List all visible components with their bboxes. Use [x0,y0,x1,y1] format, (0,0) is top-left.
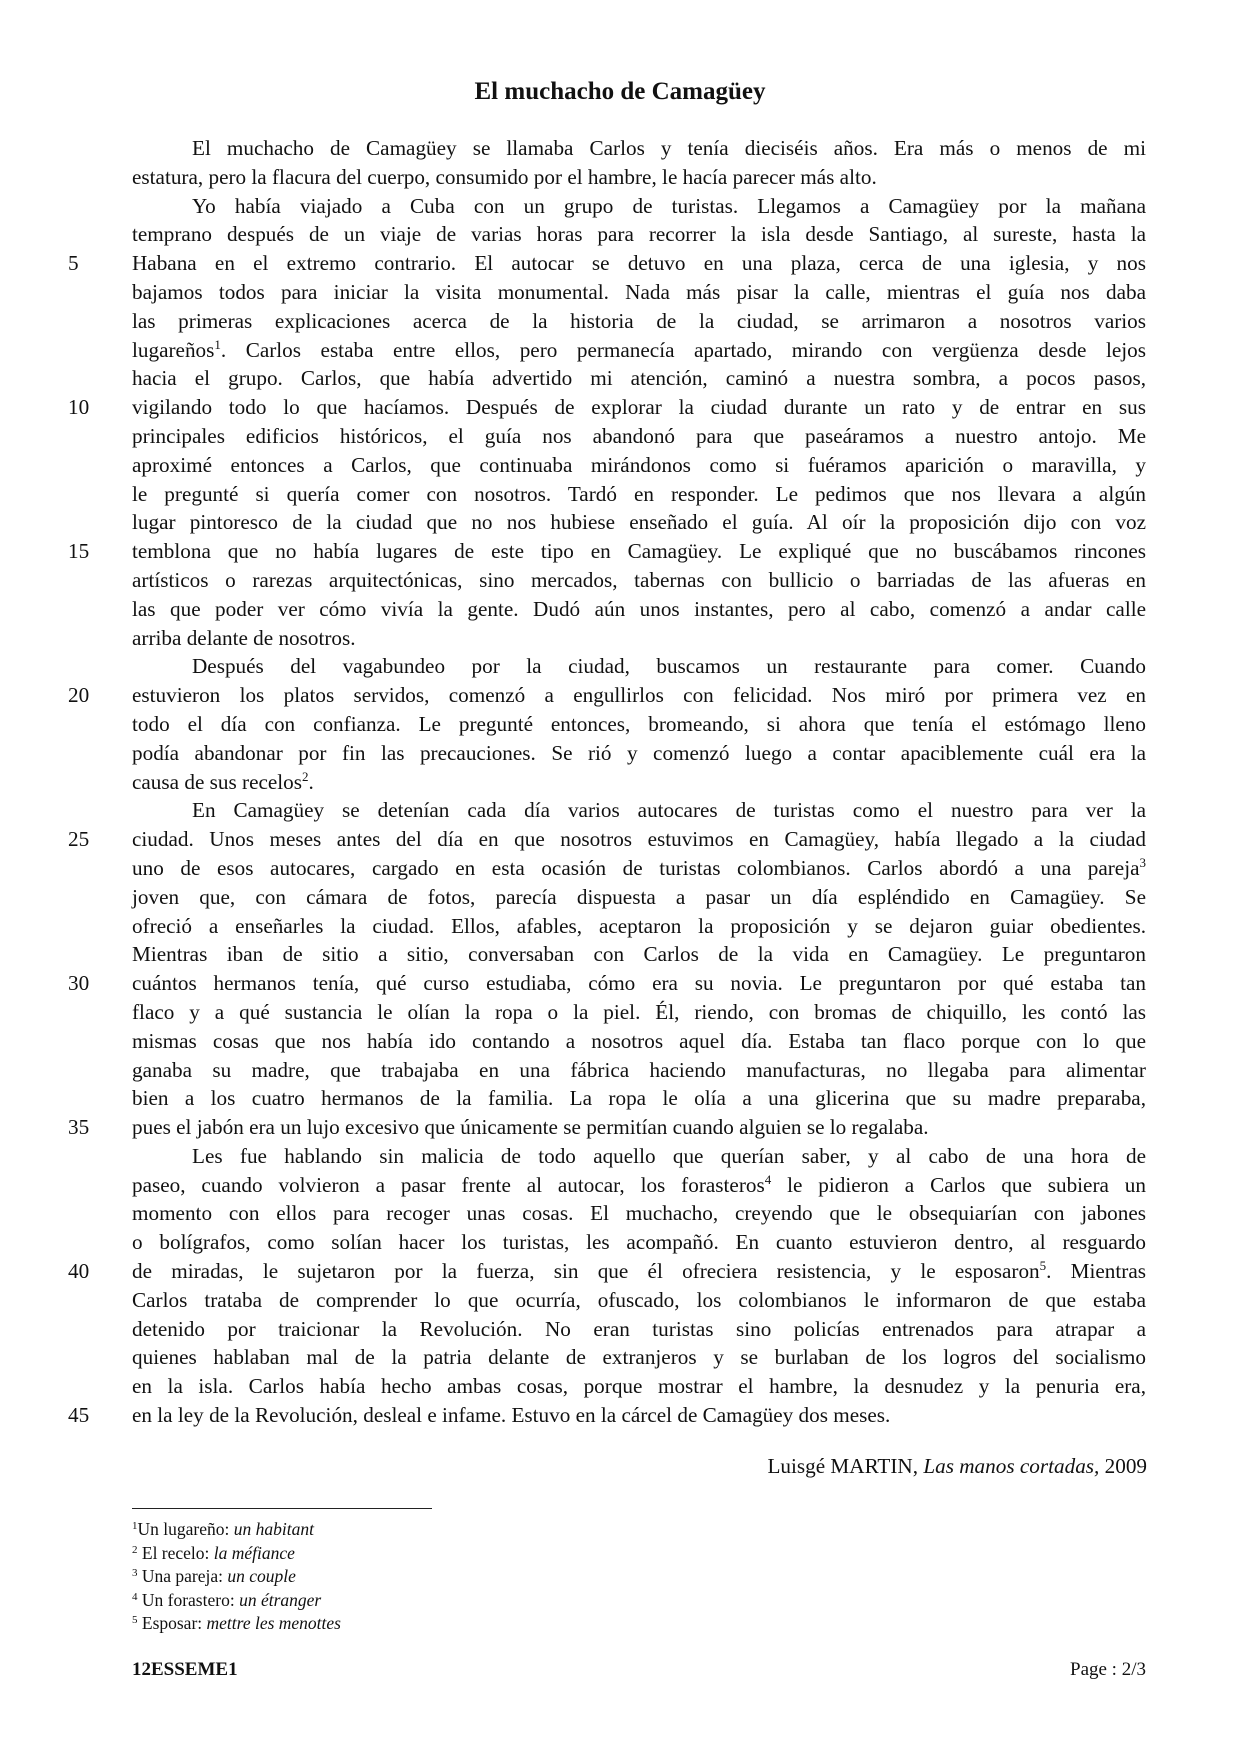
text-line [68,1401,1146,1430]
footnote-translation: la méfiance [213,1542,295,1563]
text-segment: Mientras iban de sitio a sitio, conversaban con Carlos de la vida en Camagüey. Le preguntaron [132,942,1146,967]
text-line [132,1372,1146,1401]
text-line [132,883,1146,912]
footnote-term: Una pareja: [137,1566,228,1587]
footnotes [132,1518,341,1636]
text-line [68,1113,1146,1142]
text-segment: vigilando todo lo que hacíamos. Después de explorar la ciudad durante un rato y de entrar en sus [132,395,1146,420]
line-number: 40 [68,1259,90,1284]
footnote-number: 1 [132,1520,138,1532]
text-segment: . [308,769,314,794]
attribution-author: Luisgé MARTIN, [767,1454,924,1478]
page-number: Page : 2/3 [1070,1659,1146,1680]
text-line [132,336,1146,365]
text-line [132,1027,1146,1056]
footnote-translation: un couple [227,1566,296,1587]
text-segment: causa de sus recelos [132,769,303,794]
text-segment: las que poder ver cómo vivía la gente. Dudó aún unos instantes, pero al cabo, comenzó a andar calle [132,596,1146,621]
footnote-number: 4 [132,1590,138,1603]
text-line [68,537,1146,566]
text-segment: pues el jabón era un lujo excesivo que únicamente se permitían cuando alguien se lo regalaba. [132,1115,929,1140]
text-segment: podía abandonar por fin las precauciones. Se rió y comenzó luego a contar apaciblemente cuál era la [132,740,1146,765]
text-segment: Carlos trataba de comprender lo que ocurría, ofuscado, los colombianos le informaron de que estaba [132,1287,1146,1312]
text-segment: quienes hablaban mal de la patria delante de extranjeros y se burlaban de los logros del socialismo [132,1345,1146,1370]
text-line [132,652,1146,681]
text-segment: ganaba su madre, que trabajaba en una fábrica haciendo manufacturas, no llegaba para alimentar [132,1057,1146,1082]
text-line [68,393,1146,422]
footnote-term: Esposar: [137,1613,207,1634]
footnote-term: Un forastero: [137,1589,240,1610]
text-line [132,624,1146,653]
line-number: 30 [68,971,90,996]
text-segment: estuvieron los platos servidos, comenzó a engullirlos con felicidad. Nos miró por primera vez en [132,683,1146,708]
text-line [132,163,1146,192]
text-line [132,1286,1146,1315]
footnote-translation: mettre les menottes [206,1613,341,1634]
attribution [767,1454,1147,1479]
text-segment: las primeras explicaciones acerca de la historia de la ciudad, se arrimaron a nosotros varios [132,308,1146,333]
text-line [68,249,1146,278]
text-segment: lugar pintoresco de la ciudad que no nos hubiese enseñado el guía. Al oír la proposición dijo con voz [132,510,1146,535]
text-segment: Yo había viajado a Cuba con un grupo de turistas. Llegamos a Camagüey por la mañana [192,193,1146,218]
line-number: 10 [68,395,90,420]
text-segment: temprano después de un viaje de varias horas para recorrer la isla desde Santiago, al sureste, hasta la [132,222,1146,247]
text-line [132,1142,1146,1171]
footnote-number: 5 [132,1614,138,1627]
line-number: 15 [68,539,90,564]
text-segment: momento con ellos para recoger unas cosas. El muchacho, creyendo que le obsequiarían con jabones [132,1201,1146,1226]
footnote [132,1565,341,1589]
text-line [132,1084,1146,1113]
line-number: 20 [68,683,90,708]
text-segment: de miradas, le sujetaron por la fuerza, sin que él ofreciera resistencia, y le esposaron [132,1259,1040,1284]
line-number: 35 [68,1115,90,1140]
footnote-term: Un lugareño: [137,1519,234,1539]
exam-code: 12ESSEME1 [132,1659,238,1680]
text-line [68,825,1146,854]
text-line [132,566,1146,595]
text-line [132,508,1146,537]
text-line [132,364,1146,393]
text-segment: Habana en el extremo contrario. El autocar se detuvo en una plaza, cerca de una iglesia, y nos [132,251,1146,276]
text-segment: todo el día con confianza. Le pregunté entonces, bromeando, si ahora que tenía el estómago lleno [132,711,1146,736]
footnote-translation: un habitant [233,1519,314,1539]
text-segment: bajamos todos para iniciar la visita monumental. Nada más pisar la calle, mientras el guía nos daba [132,279,1146,304]
text-line [132,595,1146,624]
text-line [132,1315,1146,1344]
story-text [68,134,1146,1430]
text-segment: uno de esos autocares, cargado en esta ocasión de turistas colombianos. Carlos abordó a una pareja [132,855,1140,880]
text-line [132,854,1146,883]
footnote-number: 2 [132,1543,138,1556]
footnote-ref: 1 [214,336,221,352]
text-segment: En Camagüey se detenían cada día varios autocares de turistas como el nuestro para ver la [192,798,1146,823]
text-line [132,134,1146,163]
text-line [132,739,1146,768]
text-line [132,1199,1146,1228]
attribution-work: Las manos cortadas, [923,1454,1100,1478]
text-segment: joven que, con cámara de fotos, parecía dispuesta a pasar un día espléndido en Camagüey. Se [132,884,1146,909]
text-segment: le pregunté si quería comer con nosotros. Tardó en responder. Le pedimos que nos llevara a algún [132,481,1146,506]
line-number: 25 [68,827,90,852]
text-line [132,278,1146,307]
text-segment: ofreció a enseñarles la ciudad. Ellos, afables, aceptaron la proposición y se dejaron guiar obedientes. [132,913,1146,938]
text-line [132,307,1146,336]
text-segment: . Mientras [1046,1259,1146,1284]
text-segment: Les fue hablando sin malicia de todo aquello que querían saber, y al cabo de una hora de [192,1143,1146,1168]
text-line [132,1228,1146,1257]
line-number: 45 [68,1403,90,1428]
footnote-translation: un étranger [239,1589,322,1610]
text-segment: arriba delante de nosotros. [132,625,356,650]
text-line [132,1343,1146,1372]
text-segment: paseo, cuando volvieron a pasar frente al autocar, los forasteros [132,1172,765,1197]
text-line [132,998,1146,1027]
text-line [68,969,1146,998]
text-segment: aproximé entonces a Carlos, que continuaba mirándonos como si fuéramos aparición o maravilla, y [132,452,1146,477]
text-segment: cuántos hermanos tenía, qué curso estudiaba, cómo era su novia. Le preguntaron por qué estaba tan [132,971,1146,996]
text-line [132,480,1146,509]
text-line [132,422,1146,451]
line-number: 5 [68,251,79,276]
footnote-ref: 3 [1139,854,1146,870]
text-line [132,1056,1146,1085]
text-segment: El muchacho de Camagüey se llamaba Carlos y tenía dieciséis años. Era más o menos de mi [192,136,1146,160]
text-segment: temblona que no había lugares de este tipo en Camagüey. Le expliqué que no buscábamos rincones [132,539,1146,564]
text-segment: o bolígrafos, como solían hacer los turistas, les acompañó. En cuanto estuvieron dentro, al resguardo [132,1230,1146,1255]
text-line [68,1257,1146,1286]
text-segment: mismas cosas que nos había ido contando a nosotros aquel día. Estaba tan flaco porque con lo que [132,1028,1146,1053]
footnote [132,1612,341,1636]
text-line [132,796,1146,825]
text-segment: hacia el grupo. Carlos, que había advertido mi atención, caminó a nuestra sombra, a pocos pasos, [132,366,1146,391]
attribution-year: 2009 [1099,1454,1147,1478]
footnote [132,1518,341,1542]
text-line [132,710,1146,739]
footnote-ref: 4 [764,1171,772,1187]
footnote [132,1589,341,1613]
text-segment: le pidieron a Carlos que subiera un [771,1172,1146,1197]
text-line [132,940,1146,969]
text-segment: lugareños [132,337,215,362]
text-segment: . Carlos estaba entre ellos, pero permanecía apartado, mirando con vergüenza desde lejos [220,337,1146,362]
text-segment: ciudad. Unos meses antes del día en que nosotros estuvimos en Camagüey, había llegado a la ciudad [132,827,1146,852]
text-line [132,451,1146,480]
text-line [132,220,1146,249]
footnote [132,1542,341,1566]
footnote-number: 3 [132,1567,138,1580]
text-segment: Después del vagabundeo por la ciudad, buscamos un restaurante para comer. Cuando [192,654,1146,679]
text-line [132,912,1146,941]
footnote-ref: 2 [302,768,309,784]
text-segment: flaco y a qué sustancia le olían la ropa o la piel. Él, riendo, con bromas de chiquillo, les contó las [132,999,1146,1024]
text-line [132,768,1146,797]
text-segment: artísticos o rarezas arquitectónicas, sino mercados, tabernas con bullicio o barriadas de las afueras en [132,567,1146,592]
footnote-divider [132,1508,432,1509]
text-segment: en la ley de la Revolución, desleal e infame. Estuvo en la cárcel de Camagüey dos meses. [132,1403,891,1428]
text-line [132,192,1146,221]
footnote-term: El recelo: [137,1542,214,1563]
text-segment: principales edificios históricos, el guía nos abandonó para que paseáramos a nuestro antojo. Me [132,423,1146,448]
text-segment: estatura, pero la flacura del cuerpo, consumido por el hambre, le hacía parecer más alto. [132,164,877,189]
footnote-ref: 5 [1039,1258,1047,1274]
document-title: El muchacho de Camagüey [474,78,766,105]
text-line [68,681,1146,710]
text-segment: en la isla. Carlos había hecho ambas cosas, porque mostrar el hambre, la desnudez y la penuria era, [132,1374,1146,1399]
text-line [132,1171,1146,1200]
text-segment: detenido por traicionar la Revolución. No eran turistas sino policías entrenados para atrapar a [132,1316,1146,1341]
text-segment: bien a los cuatro hermanos de la familia. La ropa le olía a una glicerina que su madre preparaba, [132,1086,1146,1111]
